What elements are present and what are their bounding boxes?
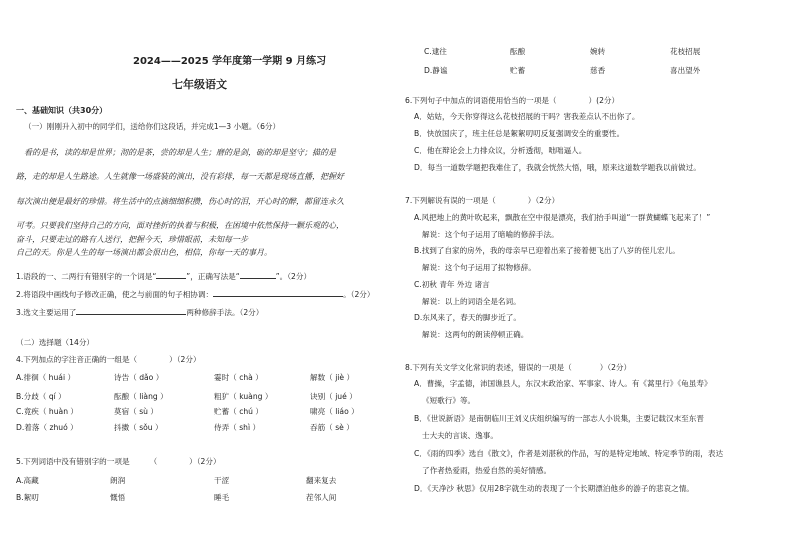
q8-line-3: B．《世说新语》是南朝临川王刘义庆组织编写的一部志人小说集，主要记载汉末至东晋 — [414, 414, 704, 423]
q6-option-a: A．姑姑，今天你穿得这么花枝招展的干吗？害我差点认不出你了。 — [414, 112, 640, 121]
q8-line-5: C．《雨的四季》选自《散文》，作者是刘湛秋的作品，写的是特定地域、特定季节的雨，表达 — [414, 449, 724, 458]
q7-line-8: 解说：这两句的朗读停顿正确。 — [422, 330, 529, 339]
q8-line-4: 士大夫的言谈、逸事。 — [422, 431, 498, 440]
part1-intro: （一）刚刚升入初中的同学们，送给你们这段话，并完成1—3 小题。（6分） — [24, 122, 281, 131]
q5-b3: 睡毛 — [214, 493, 230, 502]
q4-c3: 贮蓄（ chú ） — [214, 407, 264, 416]
q3-text: 3.选文主要运用了 — [16, 308, 77, 317]
q7-text: 7.下列解说有误的一项是（ — [405, 196, 496, 205]
q8-line-6: 了作者热爱雨，热爱自然的美好情感。 — [422, 466, 552, 475]
q4-d3: 侍弄（ shì ） — [214, 423, 261, 432]
q1-text: 1.语段的一、二两行有错别字的一个词是“ — [16, 272, 157, 281]
question-5: 5.下列词语中没有错别字的一项是 （ ）（2分） — [16, 457, 221, 466]
q4-row-a — [16, 374, 386, 386]
q7-line-3: B.找到了自家的房外，我的母亲早已迎着出来了接着便飞出了八岁的侄儿宏儿。 — [414, 246, 680, 255]
q4-c1: C.竟疾（ huàn ） — [16, 407, 79, 416]
q5-row-b — [16, 494, 386, 506]
q5-c2: 酝酿 — [510, 47, 526, 56]
q7-line-2: 解说：这个句子运用了暗喻的修辞手法。 — [422, 230, 559, 239]
q4-b3: 粗犷（ kuàng ） — [214, 392, 273, 401]
q1-blank-wrong[interactable] — [156, 270, 186, 279]
q5-c4: 花枝招展 — [670, 47, 701, 56]
q5-row-c — [424, 48, 784, 60]
q3-end: 两种修辞手法。（2分） — [186, 308, 264, 317]
q7-line-5: C.初秋 青年 外边 诸言 — [414, 280, 490, 289]
q6-text: 6.下列句子中加点的词语使用恰当的一项是（ — [405, 96, 557, 105]
exam-title: 2024——2025 学年度第一学期 9 月练习 — [133, 56, 327, 67]
q8-line-2: 《短歌行》等。 — [422, 396, 476, 405]
q1-mid: ”，正确写法是“ — [186, 272, 240, 281]
question-7 — [405, 197, 559, 206]
q6-end: ）(2分） — [588, 96, 620, 105]
passage-line-4: 可考。只要我们坚持自己的方向，面对挫折的执着与积极，在困境中依然保持一颗乐观的心， — [16, 221, 344, 230]
q7-line-6: 解说：以上的词语全是名词。 — [422, 297, 521, 306]
q4-row-c — [16, 408, 386, 420]
q4-c2: 莫宿（ sù ） — [114, 407, 158, 416]
q5-a3: 干涩 — [214, 476, 230, 485]
q4-b1: B.分歧（ qí ） — [16, 392, 66, 401]
q8-line-1: A．曹操，字孟德，沛国谯县人，东汉末政治家、军事家、诗人。有《蒿里行》《龟虽寿》 — [414, 379, 712, 388]
q4-b4: 诀别（ jué ） — [310, 392, 357, 401]
q6-option-c: C．他在辩论会上力排众议，分析透彻，咄咄逼人。 — [414, 146, 587, 155]
q4-row-b — [16, 393, 386, 405]
q3-blank[interactable] — [76, 306, 186, 315]
q4-d4: 吞筋（ sè ） — [310, 423, 354, 432]
q5-d1: D.静谧 — [424, 66, 448, 75]
q2-end: 。（2分） — [343, 290, 375, 299]
passage-line-1: 看的是书，读的却是世界；沏的是茶，尝的却是人生；磨的是剑，砺的却是坚守；描的是 — [24, 148, 336, 157]
q6-option-d: D．每当一道数学题把我难住了，我就会恍然大悟，哦，原来这道数学题我以前做过。 — [414, 163, 701, 172]
q7-end: ）（2分） — [527, 196, 560, 205]
passage-line-5: 奋斗，只要走过的路有人送行，把握今天，珍惜眼前，未知每一步 — [16, 235, 248, 244]
q4-d2: 抖擞（ sǒu ） — [114, 423, 163, 432]
q4-a4: 解数（ jiè ） — [310, 373, 355, 382]
part2-heading: （二）选择题（14分） — [16, 338, 95, 347]
q4-row-d — [16, 424, 386, 436]
passage-line-6: 自己的天。你是人生的每一场演出都会很出色，相信，你每一天的事月。 — [16, 248, 272, 257]
question-2 — [16, 288, 375, 300]
question-8 — [405, 364, 631, 373]
q2-blank[interactable] — [213, 288, 343, 297]
q4-a3: 霎时（ chà ） — [214, 373, 263, 382]
q7-line-4: 解说：这个句子运用了拟物修辞。 — [422, 263, 536, 272]
passage-line-3: 每次演出便是最好的珍惜。将生活中的点滴细细积攒，伤心时的泪，开心时的醉，都留连永久 — [16, 197, 344, 206]
q4-end: ）（2分） — [169, 355, 201, 364]
q5-b2: 慨悟 — [110, 493, 126, 502]
q7-line-1: A.风把地上的黄叶吹起来，飘散在空中很是漂亮，我们抬手叫道“一群黄蝴蝶飞起来了！” — [414, 213, 711, 222]
q5-b1: B.絮叨 — [16, 493, 39, 502]
q5-d2: 贮蓄 — [510, 66, 526, 75]
passage-line-2: 路，走的却是人生路途。人生就像一场盛装的演出，没有彩排，每一天都是现场直播，把握好 — [16, 172, 344, 181]
q4-a1: A.徘徊（ huái ） — [16, 373, 76, 382]
q4-b2: 酝酿（ liàng ） — [114, 392, 168, 401]
q5-c3: 婉转 — [590, 47, 606, 56]
question-3 — [16, 306, 263, 318]
q5-a2: 朗润 — [110, 476, 126, 485]
q5-row-a — [16, 477, 386, 489]
exam-subtitle: 七年级语文 — [172, 78, 227, 91]
q2-text: 2.将语段中画线句子修改正确，使之与前面的句子相协调： — [16, 290, 214, 299]
section-basic-knowledge: 一、基础知识（共30分） — [16, 106, 108, 115]
q8-line-7: D．《天净沙 秋思》仅用28字就生动的表现了一个长期漂泊他乡的游子的悲哀之情。 — [414, 484, 694, 493]
q7-line-7: D.东风来了，春天的脚步近了。 — [414, 313, 521, 322]
q6-option-b: B．快放国庆了，班主任总是絮絮叨叨反复强调安全的重要性。 — [414, 129, 625, 138]
q1-blank-correct[interactable] — [240, 270, 276, 279]
q5-end: ）（2分） — [189, 457, 221, 466]
q5-b4: 茬邻人间 — [306, 493, 337, 502]
question-4 — [16, 356, 201, 365]
q5-row-d — [424, 67, 784, 79]
question-6 — [405, 97, 619, 106]
q5-text: 5.下列词语中没有错别字的一项是 — [16, 457, 130, 466]
q4-text: 4.下列加点的字注音正确的一组是（ — [16, 355, 138, 364]
q5-a4: 翻来复去 — [306, 476, 337, 485]
q4-a2: 诗告（ dǎo ） — [114, 373, 164, 382]
q4-c4: 啸亮（ liáo ） — [310, 407, 359, 416]
q8-end: ）（2分） — [599, 363, 632, 372]
q5-d4: 喜出望外 — [670, 66, 701, 75]
q5-c1: C.逮往 — [424, 47, 447, 56]
question-1 — [16, 270, 311, 282]
q8-text: 8.下列有关文学文化常识的表述，错误的一项是（ — [405, 363, 572, 372]
q5-a1: A.高藏 — [16, 476, 39, 485]
q1-end: ”。（2分） — [275, 272, 312, 281]
q4-d1: D.着落（ zhuó ） — [16, 423, 78, 432]
q5-d3: 慈香 — [590, 66, 606, 75]
